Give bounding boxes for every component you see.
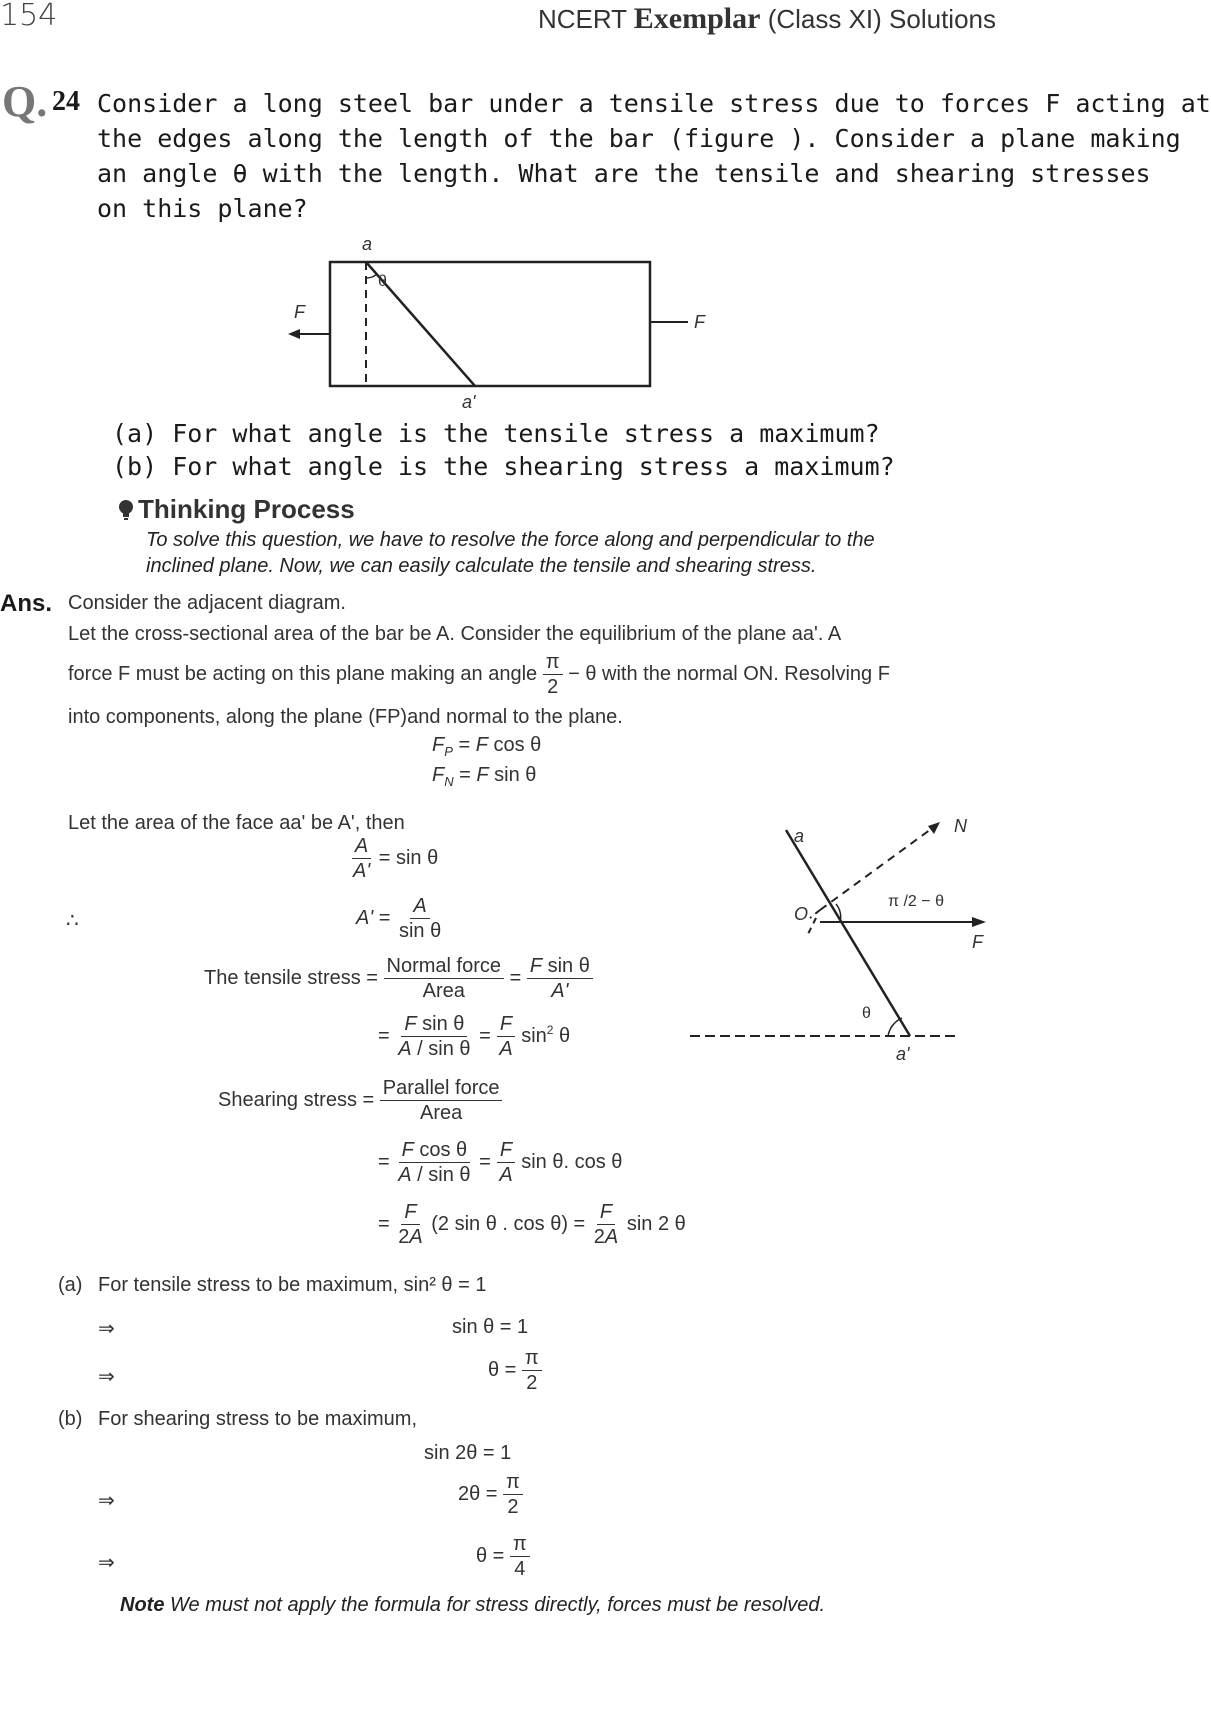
- part-a-text: For tensile stress to be maximum, sin² θ = 1: [98, 1274, 487, 1296]
- force-f-arrow: [972, 917, 986, 927]
- label-f-left: F: [294, 302, 305, 322]
- steel-bar-figure: [270, 232, 720, 412]
- label-a: a: [362, 234, 373, 254]
- bulb-icon: [118, 499, 134, 521]
- answer-line-3: [68, 650, 890, 699]
- force-resolution-figure: [690, 814, 983, 1074]
- header-suffix: (Class XI) Solutions: [767, 4, 996, 34]
- question-line-4: on this plane?: [97, 194, 308, 223]
- part-b-text: For shearing stress to be maximum,: [98, 1408, 417, 1430]
- area-label-2: Area: [420, 1102, 463, 1124]
- therefore-symbol: ∴: [66, 910, 79, 932]
- implies-3: ⇒: [98, 1490, 115, 1512]
- header-bold: Exemplar: [633, 2, 761, 35]
- fig2-label-f: F: [972, 932, 983, 952]
- pi-over-2-fraction: [543, 650, 563, 699]
- eq-shearing-3: = $\frac{F}{2A}$ (2 sin θ . cos θ) = $\frac{F}{2A}$ sin 2 θ: [378, 1201, 686, 1248]
- eq-theta-pi-2: θ = $\frac{\pi}{2}$: [488, 1346, 542, 1395]
- eq-tensile: The tensile stress = $\frac{\text{Normal force}}{\text{Area}}$ = $\frac{\text{F sin θ}}{A'}$: [204, 954, 593, 1003]
- answer-line-3a: force F must be acting on this plane making an angle: [68, 662, 538, 685]
- normal-arrow: [928, 822, 940, 834]
- force-left-arrow: [288, 329, 300, 339]
- fig2-label-angle: π /2 − θ: [888, 893, 944, 910]
- eq-tensile-2: = $\frac{\text{F sin θ}}{\text{A / sin θ}}$ = $\frac{F}{A}$ $\sin^2 \theta$: [378, 1013, 571, 1060]
- area-label-1: Area: [422, 980, 465, 1002]
- plane-aa-prime: [786, 830, 910, 1036]
- thinking-line-2: inclined plane. Now, we can easily calculate the tensile and shearing stress.: [146, 555, 817, 577]
- label-a-prime: a': [462, 392, 476, 412]
- note: [120, 1594, 825, 1617]
- eq-sin-2theta-1: sin 2θ = 1: [424, 1442, 512, 1464]
- eq-a-prime: A' = $\frac{A}{\text{sin θ}}$: [356, 895, 442, 942]
- shearing-label: Shearing stress =: [218, 1088, 375, 1111]
- frac-num: π: [543, 650, 563, 675]
- fig2-label-a-prime: a': [896, 1044, 910, 1064]
- note-label: Note: [120, 1594, 165, 1616]
- implies-1: ⇒: [98, 1318, 115, 1340]
- eq-shearing: [218, 1076, 502, 1125]
- part-b-label: (b): [58, 1408, 83, 1430]
- label-theta: θ: [378, 273, 387, 290]
- theta-arc: [366, 274, 377, 278]
- note-text: We must not apply the formula for stress directly, forces must be resolved.: [170, 1594, 826, 1616]
- answer-line-4: into components, along the plane (FP)and normal to the plane.: [68, 706, 623, 728]
- tensile-label: The tensile stress =: [204, 966, 378, 989]
- implies-4: ⇒: [98, 1552, 115, 1574]
- answer-line-1: Consider the adjacent diagram.: [68, 592, 346, 614]
- question-line-1: Consider a long steel bar under a tensile stress due to forces F acting at: [97, 89, 1211, 118]
- part-a-label: (a): [58, 1274, 83, 1296]
- eq-sin-theta-1: sin θ = 1: [452, 1316, 529, 1338]
- thinking-title: Thinking Process: [138, 494, 355, 524]
- label-f-right: F: [694, 312, 705, 332]
- eq-fp: $F_P = F$ cos θ: [432, 734, 542, 759]
- question-line-3: an angle θ with the length. What are the tensile and shearing stresses: [97, 159, 1151, 188]
- question-marker: Q.: [2, 77, 48, 126]
- running-header: [538, 2, 996, 36]
- question-line-2: the edges along the length of the bar (figure ). Consider a plane making: [97, 124, 1181, 153]
- fig2-label-a: a: [794, 826, 805, 846]
- normal-back-1: [810, 910, 820, 918]
- fig2-label-o: O: [794, 904, 809, 924]
- header-prefix: NCERT: [537, 4, 627, 34]
- normal-back-2: [808, 918, 816, 934]
- eq-shearing-2: = $\frac{\text{F cos θ}}{\text{A / sin θ}}$ = $\frac{F}{A}$ sin θ. cos θ: [378, 1139, 623, 1186]
- eq-fn: $F_N = F$ sin θ: [432, 764, 537, 789]
- fig2-label-n: N: [954, 816, 967, 836]
- sub-question-b: (b) For what angle is the shearing stress a maximum?: [112, 452, 895, 481]
- normal-force-label: Normal force: [384, 954, 504, 979]
- implies-2: ⇒: [98, 1366, 115, 1388]
- answer-label: Ans.: [0, 590, 53, 617]
- parallel-force-label: Parallel force: [380, 1076, 503, 1101]
- question-number: 24: [52, 86, 80, 117]
- page-number: 154: [0, 0, 58, 33]
- sub-question-a: (a) For what angle is the tensile stress a maximum?: [112, 419, 880, 448]
- answer-line-2: Let the cross-sectional area of the bar be A. Consider the equilibrium of the plane aa'. A: [68, 623, 842, 645]
- area-line: Let the area of the face aa' be A', then: [68, 812, 405, 834]
- fig2-label-theta: θ: [862, 1005, 871, 1022]
- eq-area-ratio: $\frac{A}{A'}$ = sin θ: [353, 835, 439, 882]
- thinking-line-1: To solve this question, we have to resolve the force along and perpendicular to the: [146, 529, 875, 551]
- eq-theta-pi-4: θ = $\frac{\pi}{4}$: [476, 1532, 530, 1581]
- eq-2theta-pi-2: 2θ = $\frac{\pi}{2}$: [458, 1470, 523, 1519]
- answer-line-3b: − θ with the normal ON. Resolving F: [568, 662, 890, 685]
- frac-den: 2: [547, 676, 559, 698]
